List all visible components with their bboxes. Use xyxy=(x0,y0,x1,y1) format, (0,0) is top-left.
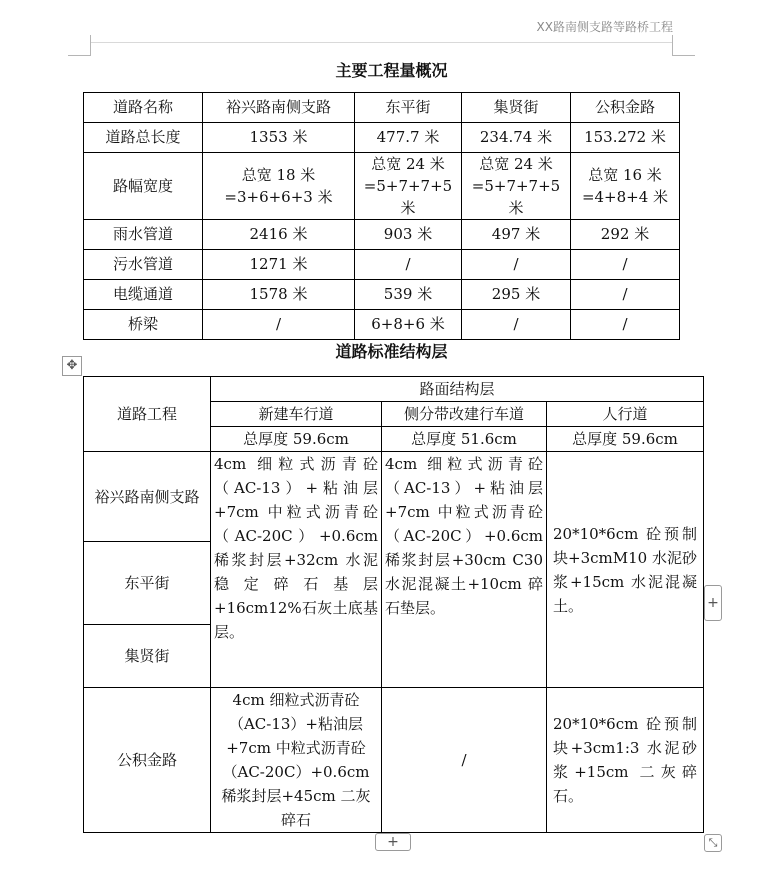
table-header-row xyxy=(84,377,704,402)
table-cell[interactable]: 477.7 米 xyxy=(355,123,462,153)
header-cell[interactable]: 裕兴路南侧支路 xyxy=(203,93,355,123)
row-label[interactable]: 路幅宽度 xyxy=(84,153,203,220)
page-header-text: XX路南侧支路等路桥工程 xyxy=(536,20,673,34)
table-cell[interactable]: 总宽 24 米=5+7+7+5 米 xyxy=(462,153,571,220)
table-row xyxy=(84,310,680,340)
corner-header[interactable]: 道路工程 xyxy=(84,377,211,452)
table-cell[interactable]: / xyxy=(571,250,680,280)
table-row xyxy=(84,250,680,280)
structure-table xyxy=(83,376,704,833)
col-header-sidewalk[interactable]: 人行道 xyxy=(547,402,704,427)
table2-title: 道路标准结构层 xyxy=(335,342,448,361)
sidewalk-structure[interactable]: 20*10*6cm 砼预制块+3cm1:3 水泥砂浆+15cm 二灰碎石。 xyxy=(547,688,704,833)
row-label[interactable]: 电缆通道 xyxy=(84,280,203,310)
table-cell[interactable]: 总宽 18 米=3+6+6+3 米 xyxy=(203,153,355,220)
table1-title: 主要工程量概况 xyxy=(335,61,448,80)
table-cell[interactable]: 2416 米 xyxy=(203,220,355,250)
table-cell[interactable]: 1578 米 xyxy=(203,280,355,310)
table-row xyxy=(84,688,704,833)
carriageway-structure[interactable]: 4cm 细粒式沥青砼（AC-13）+粘油层+7cm 中粒式沥青砼（AC-20C）+0.6cm 稀浆封层+45cm 二灰碎石 xyxy=(211,688,382,833)
table-cell[interactable]: 234.74 米 xyxy=(462,123,571,153)
sidewalk-structure[interactable]: 20*10*6cm 砼预制块+3cmM10 水泥砂浆+15cm 水泥混凝土。 xyxy=(547,452,704,688)
crop-mark-top-right xyxy=(672,35,695,56)
road-name[interactable]: 东平街 xyxy=(84,542,211,625)
road-name[interactable]: 集贤街 xyxy=(84,625,211,688)
table-row xyxy=(84,280,680,310)
row-label[interactable]: 道路总长度 xyxy=(84,123,203,153)
row-label[interactable]: 桥梁 xyxy=(84,310,203,340)
header-cell[interactable]: 公积金路 xyxy=(571,93,680,123)
col-header-median[interactable]: 侧分带改建行车道 xyxy=(382,402,547,427)
col-header-carriageway[interactable]: 新建车行道 xyxy=(211,402,382,427)
table-cell[interactable]: 6+8+6 米 xyxy=(355,310,462,340)
median-structure[interactable]: 4cm 细粒式沥青砼（AC-13）+粘油层+7cm 中粒式沥青砼（AC-20C）+0.6cm 稀浆封层+30cm C30 水泥混凝土+10cm 碎石垫层。 xyxy=(382,452,547,688)
table-cell[interactable]: 295 米 xyxy=(462,280,571,310)
table-cell[interactable]: / xyxy=(355,250,462,280)
table-cell[interactable]: / xyxy=(571,310,680,340)
table-cell[interactable]: 292 米 xyxy=(571,220,680,250)
road-name[interactable]: 裕兴路南侧支路 xyxy=(84,452,211,542)
col-thickness[interactable]: 总厚度 51.6cm xyxy=(382,427,547,452)
quantities-table xyxy=(83,92,680,340)
table-cell[interactable]: / xyxy=(462,250,571,280)
col-thickness[interactable]: 总厚度 59.6cm xyxy=(547,427,704,452)
header-cell[interactable]: 集贤街 xyxy=(462,93,571,123)
table-cell[interactable]: 总宽 16 米=4+8+4 米 xyxy=(571,153,680,220)
median-structure[interactable]: / xyxy=(382,688,547,833)
table-row xyxy=(84,220,680,250)
carriageway-structure[interactable]: 4cm 细粒式沥青砼（AC-13）+粘油层+7cm 中粒式沥青砼（AC-20C）+0.6cm 稀浆封层+32cm 水泥稳定碎石基层+16cm12%石灰土底基层。 xyxy=(211,452,382,688)
col-thickness[interactable]: 总厚度 59.6cm xyxy=(211,427,382,452)
header-rule xyxy=(90,42,672,43)
add-column-icon[interactable]: + xyxy=(704,585,722,621)
crop-mark-top-left xyxy=(68,35,91,56)
add-row-icon[interactable]: + xyxy=(375,833,411,851)
table-move-handle-icon[interactable]: ✥ xyxy=(62,356,82,376)
table-row xyxy=(84,123,680,153)
table-cell[interactable]: 1271 米 xyxy=(203,250,355,280)
header-cell[interactable]: 东平街 xyxy=(355,93,462,123)
row-label[interactable]: 雨水管道 xyxy=(84,220,203,250)
row-label[interactable]: 污水管道 xyxy=(84,250,203,280)
table-cell[interactable]: 903 米 xyxy=(355,220,462,250)
table-resize-icon[interactable]: ⤡ xyxy=(704,834,722,852)
table-cell[interactable]: 1353 米 xyxy=(203,123,355,153)
table-row xyxy=(84,452,704,542)
table-cell[interactable]: 497 米 xyxy=(462,220,571,250)
table-cell[interactable]: / xyxy=(462,310,571,340)
table-cell[interactable]: 总宽 24 米=5+7+7+5 米 xyxy=(355,153,462,220)
table-cell[interactable]: / xyxy=(203,310,355,340)
table-cell[interactable]: 153.272 米 xyxy=(571,123,680,153)
table-cell[interactable]: 539 米 xyxy=(355,280,462,310)
road-name[interactable]: 公积金路 xyxy=(84,688,211,833)
table-cell[interactable]: / xyxy=(571,280,680,310)
header-cell[interactable]: 道路名称 xyxy=(84,93,203,123)
table-header-row xyxy=(84,93,680,123)
table-row xyxy=(84,153,680,220)
group-header[interactable]: 路面结构层 xyxy=(211,377,704,402)
